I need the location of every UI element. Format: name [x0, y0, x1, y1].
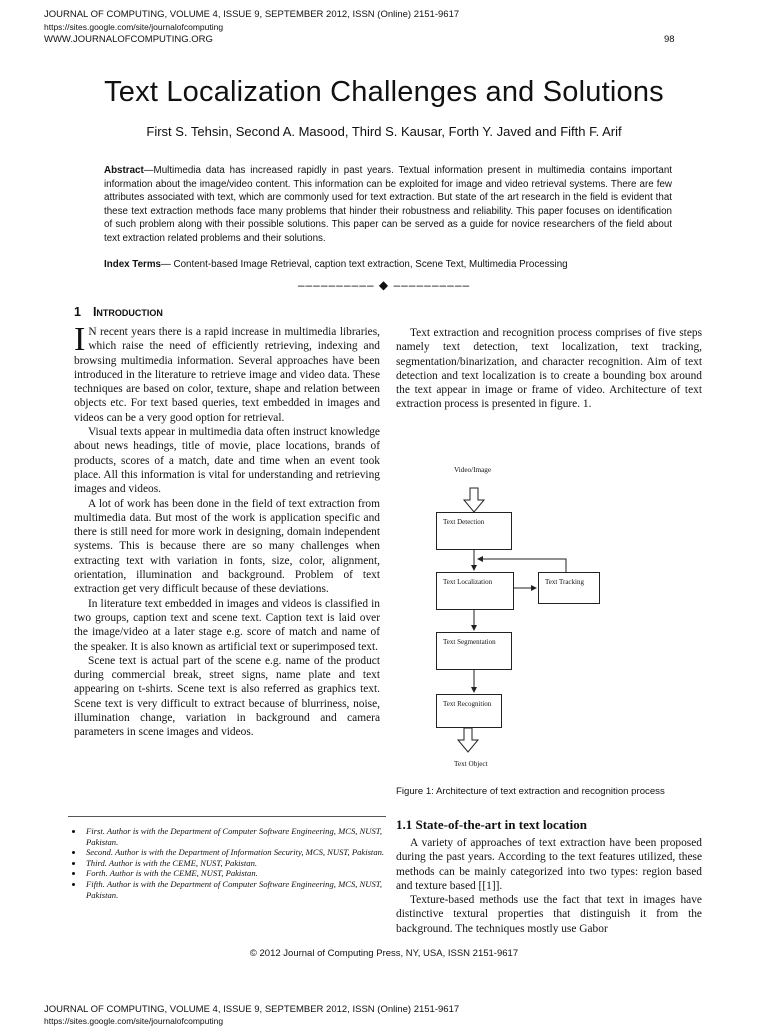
subsection-body: [396, 836, 702, 936]
index-terms-label: Index Terms: [104, 259, 161, 270]
section-heading: [74, 305, 163, 319]
subsection-paragraph-2: Texture-based methods use the fact that text in images have distinctive textural properties that distinguish it from the background. The techniques mostly use Gabor: [396, 894, 702, 935]
output-arrow-icon: [458, 728, 478, 752]
box-text-detection: Text Detection: [436, 512, 512, 550]
box-text-segmentation: Text Segmentation: [436, 632, 512, 670]
journal-header-line: JOURNAL OF COMPUTING, VOLUME 4, ISSUE 9, SEPTEMBER 2012, ISSN (Online) 2151-9617: [44, 9, 460, 20]
index-terms-text: — Content-based Image Retrieval, caption text extraction, Scene Text, Multimedia Processing: [161, 259, 568, 270]
intro-paragraph-5: Scene text is actual part of the scene e.g. name of the product during commercial break, street signs, name plate and text appearing on t-shirts. Scene text is also referred as graphics text. Scene text is very difficult to extract because of blurriness, noise, illumination change, variation in background and camera parameters in scene images and videos.: [74, 654, 380, 739]
subsection-paragraph-1: A variety of approaches of text extraction have been proposed during the past years. According to the text features utilized, these methods can be mainly categorized into two types: region based and texture based [[1]].: [396, 837, 702, 892]
footnote-item: • Fifth. Author is with the Department of Computer Software Engineering, MCS, NUST, Pakistan.: [84, 879, 388, 900]
paper-authors: First S. Tehsin, Second A. Masood, Third S. Kausar, Forth Y. Javed and Fifth F. Arif: [146, 124, 622, 139]
journal-site[interactable]: WWW.JOURNALOFCOMPUTING.ORG: [44, 34, 213, 45]
footer-journal-line: JOURNAL OF COMPUTING, VOLUME 4, ISSUE 9, SEPTEMBER 2012, ISSN (Online) 2151-9617: [44, 1004, 460, 1015]
footnote-rule: [68, 816, 386, 817]
footnote-item: • First. Author is with the Department of Computer Software Engineering, MCS, NUST, Pakistan.: [84, 826, 388, 847]
flowchart-connectors: [396, 460, 702, 780]
section-divider: –––––––––– ◆ ––––––––––: [297, 278, 471, 292]
page-number: 98: [664, 34, 675, 45]
intro-paragraph-4: In literature text embedded in images and videos is classified in two groups, caption text and scene text. Caption text is laid over the image/video at a later stage e.g. score of match and name of the speaker. It is also known as artificial text or superimposed text.: [74, 597, 380, 653]
drop-cap: I: [74, 321, 86, 358]
index-terms: [104, 258, 672, 271]
abstract-text: —Multimedia data has increased rapidly in past years. Textual information present in multimedia contains important information about the image/video content. This information can be exploited for image and video retrieval systems. There are few attributes associated with text, which are commonly used for text extraction. But state of the art research in the field is evident that these text extraction methods face many problems that hinder their robustness and reliability. This paper focuses on identification of such problem along with their possible solutions. This paper can be served as a guide for novice researchers of the field about text extraction related problems and their solutions.: [104, 165, 672, 244]
box-text-localization: Text Localization: [436, 572, 514, 610]
figure-1: [396, 460, 702, 780]
section-title: Introduction: [92, 305, 163, 319]
right-column-intro: [396, 326, 702, 412]
abstract: [104, 164, 672, 246]
footnote-item: • Second. Author is with the Department of Information Security, MCS, NUST, Pakistan.: [84, 847, 388, 858]
footnote-item: • Third. Author is with the CEME, NUST, Pakistan.: [84, 858, 388, 869]
paper-title: Text Localization Challenges and Solutions: [104, 76, 664, 108]
output-label: Text Object: [454, 760, 488, 768]
abstract-label: Abstract: [104, 165, 144, 176]
intro-paragraph-2: Visual texts appear in multimedia data often instruct knowledge about news headings, title of movie, place locations, brands of products, scores of a match, date and time when an event took place. All this information is vital for understanding and retrieving images and videos.: [74, 426, 380, 496]
intro-paragraph-3: A lot of work has been done in the field of text extraction from multimedia data. But most of the work is application specific and there is still need for more work in designing, domain independent systems. This is because there are so many challenges when extracting text with variation in fonts, size, color, alignment, orientation, illumination and background. Problem of text extraction get very difficult because of these deviations.: [74, 497, 380, 596]
box-text-recognition: Text Recognition: [436, 694, 502, 728]
left-column: [74, 321, 380, 740]
box-text-tracking: Text Tracking: [538, 572, 600, 604]
right-paragraph-1: Text extraction and recognition process comprises of five steps namely text detection, text localization, text tracking, segmentation/binarization, and character recognition. Aim of text detection and text localization is to create a bounding box around the text appear in image or frame of video. Architecture of text extraction process is presented in figure. 1.: [396, 327, 702, 411]
intro-paragraph-1: I N recent years there is a rapid increase in multimedia libraries, which raise the need of efficiently retrieving, indexing and browsing multimedia information. Several approaches have been introduced in the literature to retrieve image and video data. These techniques are based on color, texture, shape and relation between objects etc. For text based queries, text embedded in images and videos can be a very good option for retrieval.: [74, 321, 380, 424]
input-label: Video/Image: [454, 466, 492, 474]
section-number: 1: [74, 305, 81, 319]
footnotes: [68, 826, 388, 900]
figure-caption: Figure 1: Architecture of text extraction and recognition process: [396, 786, 665, 797]
input-arrow-icon: [464, 488, 484, 512]
footnote-item: • Forth. Author is with the CEME, NUST, Pakistan.: [84, 868, 388, 879]
footer-journal-url[interactable]: https://sites.google.com/site/journalofcomputing: [44, 1016, 224, 1026]
copyright-notice: © 2012 Journal of Computing Press, NY, USA, ISSN 2151-9617: [249, 948, 519, 959]
subsection-heading: 1.1 State-of-the-art in text location: [396, 817, 587, 832]
arrow-tracking-to-localization: [478, 559, 566, 572]
journal-url[interactable]: https://sites.google.com/site/journalofcomputing: [44, 22, 224, 32]
